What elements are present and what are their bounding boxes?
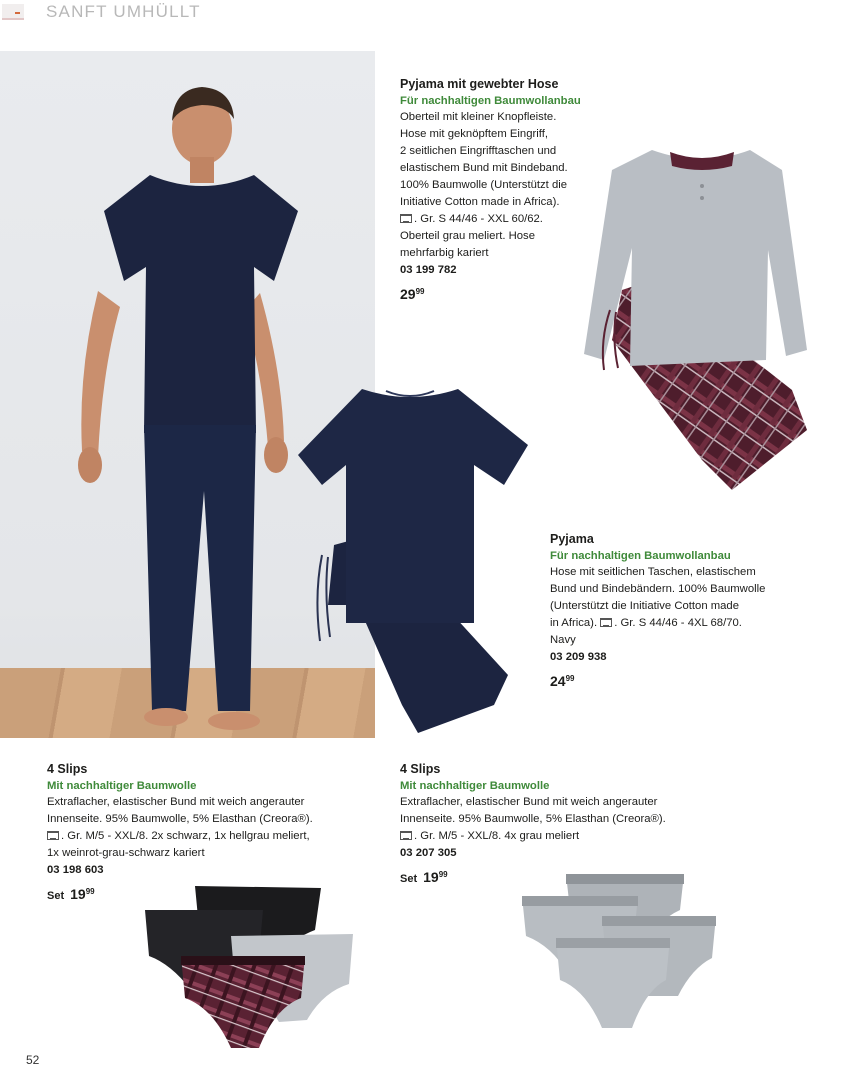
price-main: 19 [423, 869, 439, 885]
description-line: Hose mit seitlichen Taschen, elastischem [550, 566, 756, 578]
page-number: 52 [26, 1053, 40, 1067]
navy-pyjama-photo [298, 385, 528, 740]
care-label-icon [600, 618, 612, 627]
price-cents: 99 [565, 674, 575, 683]
price [400, 283, 615, 303]
description-line: . Gr. M/5 - XXL/8. 4x grau meliert [414, 830, 580, 842]
description-line: Navy [550, 634, 576, 646]
description-line: (Unterstützt die Initiative Cotton made [550, 600, 739, 612]
price-prefix: Set [400, 873, 418, 885]
article-number: 03 199 782 [400, 264, 457, 276]
description-line: 1x weinrot-grau-schwarz kariert [47, 847, 205, 859]
price-cents: 99 [415, 287, 425, 296]
article-number: 03 198 603 [47, 864, 104, 876]
sustainability-claim: Mit nachhaltiger Baumwolle [400, 780, 550, 792]
description-line: . Gr. M/5 - XXL/8. 2x schwarz, 1x hellgrau meliert, [61, 830, 310, 842]
section-title: SANFT UMHÜLLT [46, 2, 201, 21]
grey-slips-photo [518, 870, 723, 1035]
description-line: in Africa). [550, 617, 598, 629]
product-info-slips-mixed [47, 760, 357, 905]
sustainability-claim: Für nachhaltigen Baumwollanbau [400, 95, 581, 107]
price [550, 670, 790, 690]
brand-logo-icon [2, 4, 24, 20]
description-line: Bund und Bindebändern. 100% Baumwolle [550, 583, 766, 595]
description-line: Hose mit geknöpftem Eingriff, [400, 128, 548, 140]
price-cents: 99 [438, 870, 448, 879]
description-line: . Gr. S 44/46 - XXL 60/62. [414, 213, 543, 225]
mixed-slips-photo [143, 880, 358, 1055]
description-line: Extraflacher, elastischer Bund mit weich angerauter [400, 796, 658, 808]
description-line: 100% Baumwolle (Unterstützt die [400, 179, 568, 191]
care-label-icon [400, 831, 412, 840]
description-line: elastischem Bund mit Bindeband. [400, 162, 568, 174]
description-line: Oberteil mit kleiner Knopfleiste. [400, 111, 557, 123]
product-info-slips-grey [400, 760, 710, 888]
care-label-icon [47, 831, 59, 840]
description-line: 2 seitlichen Eingrifftaschen und [400, 145, 557, 157]
description-line: Innenseite. 95% Baumwolle, 5% Elasthan (Creora®). [400, 813, 666, 825]
product-info-pyjama-navy [550, 530, 790, 690]
price-prefix: Set [47, 890, 65, 902]
price-main: 19 [70, 886, 86, 902]
product-name: Pyjama [550, 532, 594, 546]
price [47, 883, 357, 905]
article-number: 03 207 305 [400, 847, 457, 859]
price-main: 24 [550, 673, 566, 689]
price [400, 866, 710, 888]
price-cents: 99 [85, 887, 95, 896]
description-line: Initiative Cotton made in Africa). [400, 196, 560, 208]
product-name: 4 Slips [400, 762, 441, 776]
sustainability-claim: Für nachhaltigen Baumwollanbau [550, 550, 731, 562]
grey-plaid-pyjama-photo [582, 140, 812, 495]
article-number: 03 209 938 [550, 651, 607, 663]
page-header [0, 0, 300, 26]
care-label-icon [400, 214, 412, 223]
price-main: 29 [400, 286, 416, 302]
product-info-pyjama-woven [400, 75, 615, 303]
description-line: Oberteil grau meliert. Hose [400, 230, 535, 242]
model-figure [68, 71, 308, 731]
description-line: Innenseite. 95% Baumwolle, 5% Elasthan (Creora®). [47, 813, 313, 825]
description-line: . Gr. S 44/46 - 4XL 68/70. [614, 617, 742, 629]
sustainability-claim: Mit nachhaltiger Baumwolle [47, 780, 197, 792]
description-line: Extraflacher, elastischer Bund mit weich angerauter [47, 796, 305, 808]
description-line: mehrfarbig kariert [400, 247, 489, 259]
product-name: Pyjama mit gewebter Hose [400, 77, 559, 91]
product-name: 4 Slips [47, 762, 88, 776]
